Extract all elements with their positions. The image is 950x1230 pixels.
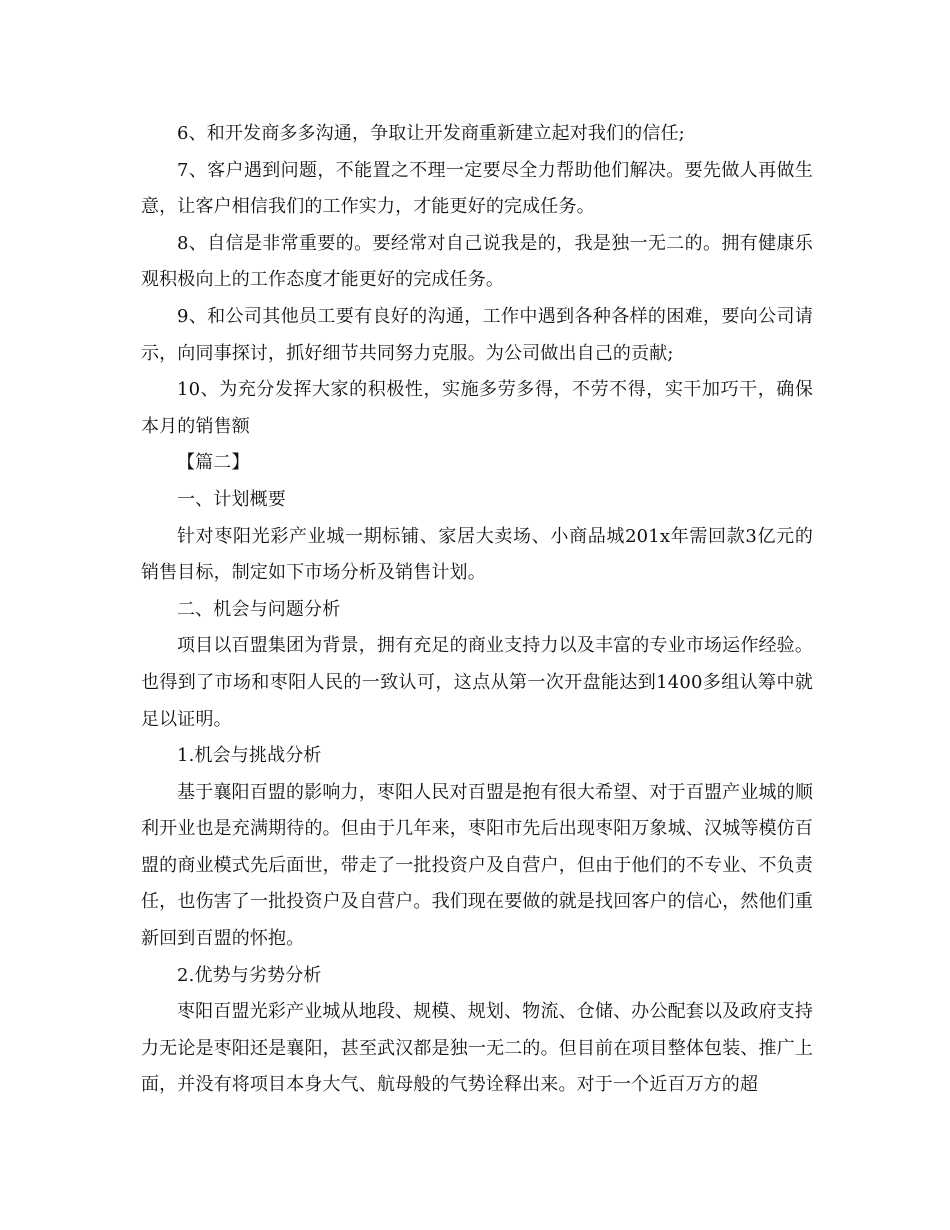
- paragraph-item-9: 9、和公司其他员工要有良好的沟通，工作中遇到各种各样的困难，要向公司请示，向同事探讨，抓好细节共同努力克服。为公司做出自己的贡献;: [141, 305, 813, 364]
- section-heading-opportunity-analysis: 二、机会与问题分析: [177, 598, 341, 620]
- subheading-opportunity-challenge: 1.机会与挑战分析: [177, 745, 322, 767]
- paragraph-item-7: 7、客户遇到问题，不能置之不理一定要尽全力帮助他们解决。要先做人再做生意，让客户相信我们的工作实力，才能更好的完成任务。: [141, 159, 813, 218]
- paragraph-strengths-weaknesses: 枣阳百盟光彩产业城从地段、规模、规划、物流、仓储、办公配套以及政府支持力无论是枣阳还是襄阳，甚至武汉都是独一无二的。但目前在项目整体包装、推广上面，并没有将项目本身大气、航母般的气势诠释出来。对于一个近百万方的超: [141, 1001, 813, 1096]
- paragraph-item-8: 8、自信是非常重要的。要经常对自己说我是的，我是独一无二的。拥有健康乐观积极向上的工作态度才能更好的完成任务。: [141, 232, 813, 291]
- document-body: [141, 116, 813, 1104]
- paragraph-plan-overview: 针对枣阳光彩产业城一期标铺、家居大卖场、小商品城201x年需回款3亿元的销售目标，制定如下市场分析及销售计划。: [141, 525, 813, 584]
- paragraph-project-background: 项目以百盟集团为背景，拥有充足的商业支持力以及丰富的专业市场运作经验。也得到了市场和枣阳人民的一致认可，这点从第一次开盘能达到1400多组认筹中就足以证明。: [141, 635, 813, 730]
- paragraph-item-6: 6、和开发商多多沟通，争取让开发商重新建立起对我们的信任;: [177, 123, 685, 144]
- section-heading-plan-overview: 一、计划概要: [177, 488, 286, 510]
- section-heading-part-two: 【篇二】: [177, 452, 250, 474]
- paragraph-item-10: 10、为充分发挥大家的积极性，实施多劳多得，不劳不得，实干加巧干，确保本月的销售额: [141, 379, 813, 437]
- paragraph-opportunity-challenge: 基于襄阳百盟的影响力，枣阳人民对百盟是抱有很大希望、对于百盟产业城的顺利开业也是充满期待的。但由于几年来，枣阳市先后出现枣阳万象城、汉城等模仿百盟的商业模式先后面世，带走了一批投资户及自营户，但由于他们的不专业、不负责任，也伤害了一批投资户及自营户。我们现在要做的就是找回客户的信心，然他们重新回到百盟的怀抱。: [141, 781, 813, 950]
- subheading-strengths-weaknesses: 2.优势与劣势分析: [177, 964, 322, 986]
